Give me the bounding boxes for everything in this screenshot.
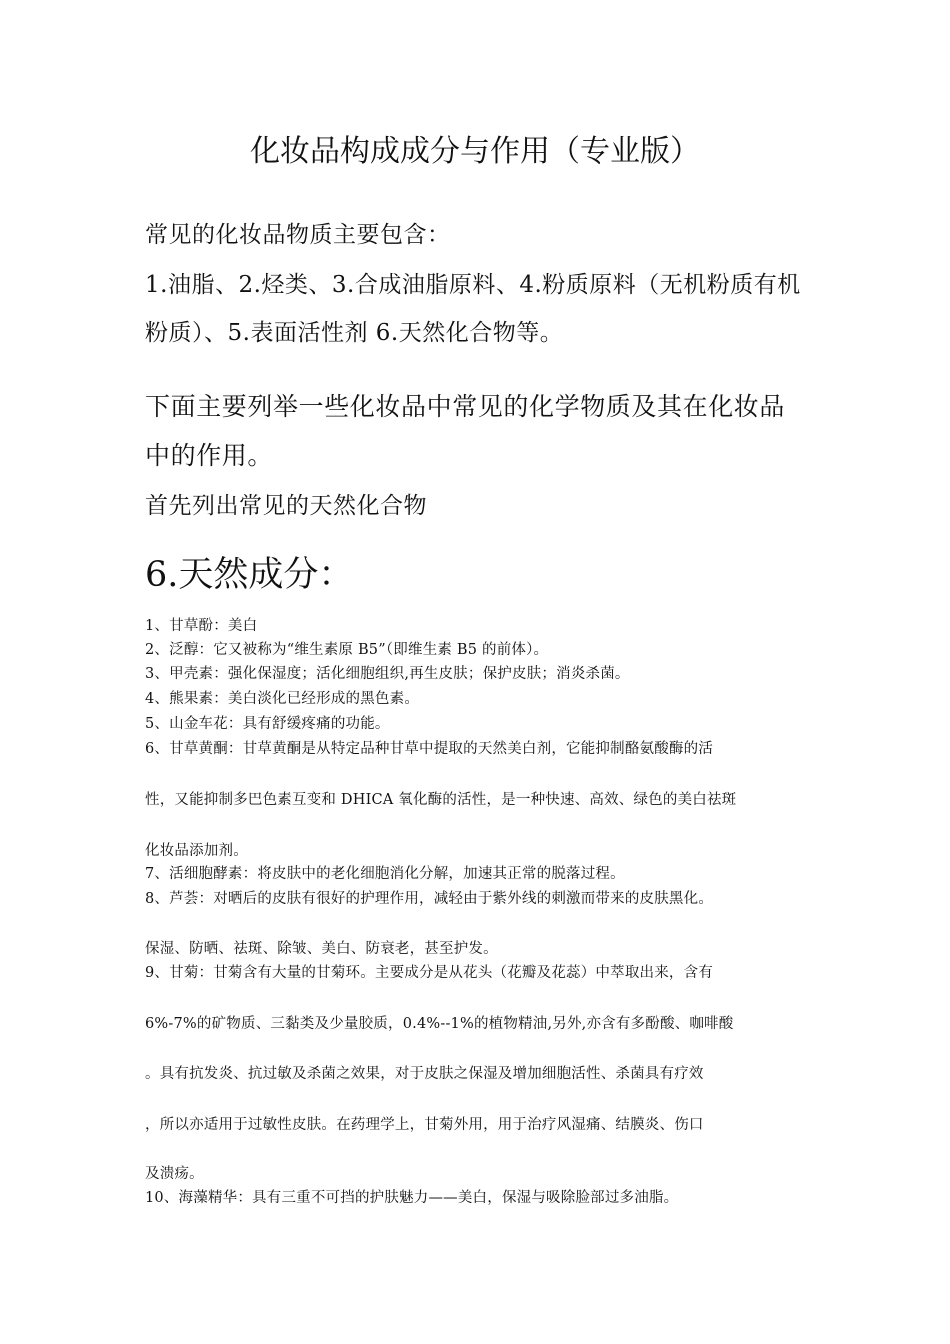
list-item-continued: ，所以亦适用于过敏性皮肤。在药理学上，甘菊外用，用于治疗风湿痛、结膜炎、伤口 (145, 1117, 704, 1133)
page-title: 化妆品构成成分与作用（专业版） (250, 134, 700, 169)
lead-line: 首先列出常见的天然化合物 (145, 493, 427, 519)
list-item-continued: 性，又能抑制多巴色素互变和 DHICA 氧化酶的活性，是一种快速、高效、绿色的美白祛斑 (145, 792, 737, 808)
list-item-continued: 。具有抗发炎、抗过敏及杀菌之效果，对于皮肤之保湿及增加细胞活性、杀菌具有疗效 (145, 1066, 704, 1082)
section-heading: 6.天然成分： (145, 555, 354, 595)
intro-line: 1.油脂、2.烃类、3.合成油脂原料、4.粉质原料（无机粉质有机 (145, 272, 801, 298)
list-item: 2、泛醇：它又被称为“维生素原 B5”（即维生素 B5 的前体）。 (145, 642, 549, 658)
list-item: 4、熊果素：美白淡化已经形成的黑色素。 (145, 691, 420, 707)
list-item: 8、芦荟：对晒后的皮肤有很好的护理作用，减轻由于紫外线的刺激而带来的皮肤黑化。 (145, 891, 714, 907)
list-item: 7、活细胞酵素：将皮肤中的老化细胞消化分解，加速其正常的脱落过程。 (145, 866, 625, 882)
list-item: 1、甘草酚：美白 (145, 618, 258, 634)
list-item-continued: 6%-7%的矿物质、三黏类及少量胶质，0.4%--1%的植物精油,另外,亦含有多酚酸、咖啡酸 (145, 1016, 734, 1032)
lead-line: 下面主要列举一些化妆品中常见的化学物质及其在化妆品 (145, 392, 786, 421)
list-item: 10、海藻精华：具有三重不可挡的护肤魅力——美白，保湿与吸除脸部过多油脂。 (145, 1190, 679, 1206)
list-item: 6、甘草黄酮：甘草黄酮是从特定品种甘草中提取的天然美白剂，它能抑制酪氨酸酶的活 (145, 741, 714, 757)
list-item-continued: 保湿、防晒、祛斑、除皱、美白、防衰老，甚至护发。 (145, 941, 498, 957)
intro-line: 常见的化妆品物质主要包含： (145, 222, 451, 248)
list-item-continued: 化妆品添加剂。 (145, 843, 248, 859)
lead-line: 中的作用。 (145, 441, 274, 470)
list-item: 5、山金车花：具有舒缓疼痛的功能。 (145, 716, 390, 732)
intro-line: 粉质）、5.表面活性剂 6.天然化合物等。 (145, 320, 564, 346)
list-item: 3、甲壳素：强化保湿度；活化细胞组织,再生皮肤；保护皮肤；消炎杀菌。 (145, 666, 630, 682)
list-item-continued: 及溃疡。 (145, 1166, 204, 1182)
list-item: 9、甘菊：甘菊含有大量的甘菊环。主要成分是从花头（花瓣及花蕊）中萃取出来，含有 (145, 965, 714, 981)
